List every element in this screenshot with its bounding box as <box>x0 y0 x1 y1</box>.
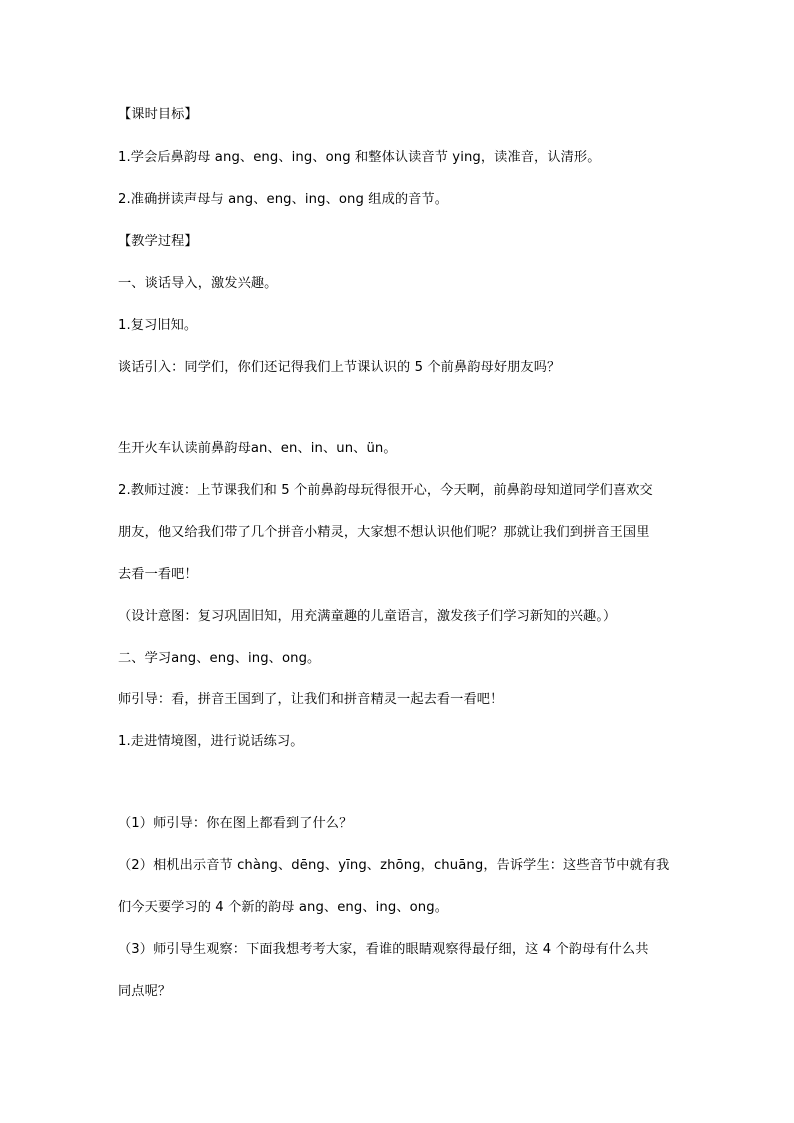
paragraph-step-2-title: 二、学习ang、eng、ing、ong。 <box>118 651 321 666</box>
paragraph-question-3-line-2: 同点呢？ <box>118 984 172 999</box>
paragraph-objective-1: 1.学会后鼻韵母 ang、eng、ing、ong 和整体认读音节 ying，读准音，认清形。 <box>118 150 601 165</box>
section-heading-process: 【教学过程】 <box>118 234 198 249</box>
paragraph-transition-line-3: 去看一看吧！ <box>118 567 198 582</box>
paragraph-transition-line-2: 朋友，他又给我们带了几个拼音小精灵，大家想不想认识他们呢？那就让我们到拼音王国里 <box>118 525 650 540</box>
paragraph-design-intent: （设计意图：复习巩固旧知，用充满童趣的儿童语言，激发孩子们学习新知的兴趣。） <box>118 609 617 624</box>
paragraph-review: 1.复习旧知。 <box>118 318 198 333</box>
section-heading-objectives: 【课时目标】 <box>118 107 198 122</box>
paragraph-transition-line-1: 2.教师过渡：上节课我们和 5 个前鼻韵母玩得很开心，今天啊，前鼻韵母知道同学们喜欢交 <box>118 483 653 498</box>
paragraph-train-reading: 生开火车认读前鼻韵母an、en、in、un、ün。 <box>118 441 397 456</box>
paragraph-intro-talk: 谈话引入：同学们，你们还记得我们上节课认识的 5 个前鼻韵母好朋友吗？ <box>118 360 561 375</box>
paragraph-question-2-line-1: （2）相机出示音节 chàng、dēng、yīng、zhōng，chuāng，告诉学生：这些音节中就有我 <box>118 858 670 873</box>
paragraph-objective-2: 2.准确拼读声母与 ang、eng、ing、ong 组成的音节。 <box>118 192 449 207</box>
paragraph-question-1: （1）师引导：你在图上都看到了什么？ <box>118 816 353 831</box>
paragraph-teacher-guide: 师引导：看，拼音王国到了，让我们和拼音精灵一起去看一看吧！ <box>118 692 504 707</box>
paragraph-scene-practice: 1.走进情境图，进行说话练习。 <box>118 734 304 749</box>
paragraph-step-1-title: 一、谈话导入，激发兴趣。 <box>118 276 278 291</box>
paragraph-question-2-line-2: 们今天要学习的 4 个新的韵母 ang、eng、ing、ong。 <box>118 900 449 915</box>
paragraph-question-3-line-1: （3）师引导生观察：下面我想考考大家，看谁的眼睛观察得最仔细，这 4 个韵母有什么共 <box>118 942 649 957</box>
